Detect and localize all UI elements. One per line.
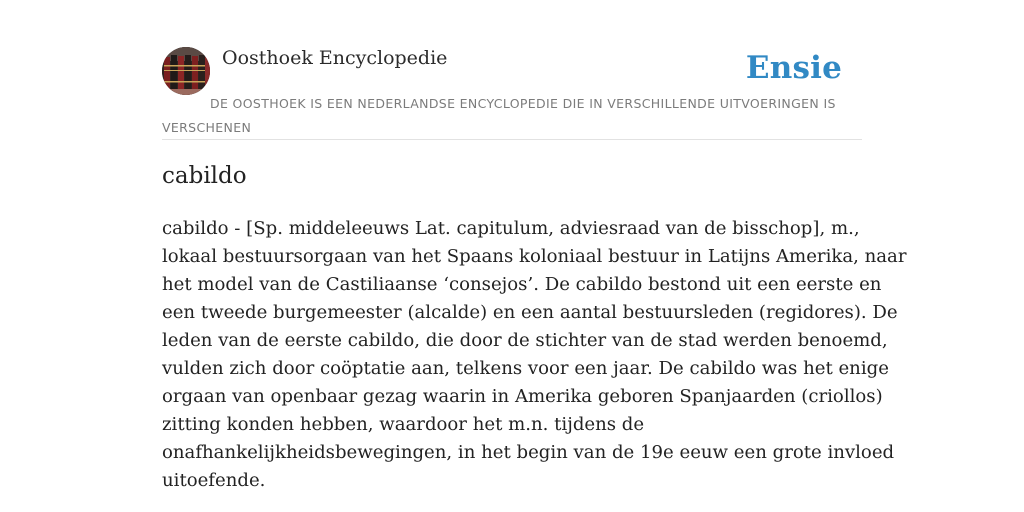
page-container xyxy=(162,46,907,491)
entry-body-line: cabildo - [Sp. middeleeuws Lat. capitulum, adviesraad van de bisschop], m., xyxy=(162,218,860,239)
entry-body-line: leden van de eerste cabildo, die door de stichter van de stad werden benoemd, xyxy=(162,330,888,351)
encyclopedia-books-icon[interactable] xyxy=(162,47,210,95)
entry-body-line: het model van de Castiliaanse ‘consejos’. De cabildo bestond uit een eerste en xyxy=(162,274,882,295)
entry-body-line: zitting konden hebben, waardoor het m.n. tijdens de xyxy=(162,414,645,435)
entry-body-line: vulden zich door coöptatie aan, telkens voor een jaar. De cabildo was het enige xyxy=(162,358,889,379)
ensie-logo[interactable]: Ensie xyxy=(745,50,842,86)
entry-body-line: lokaal bestuursorgaan van het Spaans koloniaal bestuur in Latijns Amerika, naar xyxy=(162,246,907,267)
site-title[interactable]: Oosthoek Encyclopedie xyxy=(222,47,448,69)
entry-body-line: orgaan van openbaar gezag waarin in Amerika geboren Spanjaarden (criollos) xyxy=(162,386,883,407)
entry-body-line: uitoefende. xyxy=(162,470,266,491)
site-header xyxy=(162,46,862,140)
site-tagline: DE OOSTHOEK IS EEN NEDERLANDSE ENCYCLOPEDIE DIE IN VERSCHILLENDE UITVOERINGEN IS VERSCHENEN xyxy=(162,96,836,135)
entry-body-line: een tweede burgemeester (alcalde) en een aantal bestuursleden (regidores). De xyxy=(162,302,898,323)
entry-title: cabildo xyxy=(162,163,247,189)
entry-body xyxy=(162,215,907,495)
entry-body-line: onafhankelijkheidsbewegingen, in het begin van de 19e eeuw een grote invloed xyxy=(162,442,895,463)
